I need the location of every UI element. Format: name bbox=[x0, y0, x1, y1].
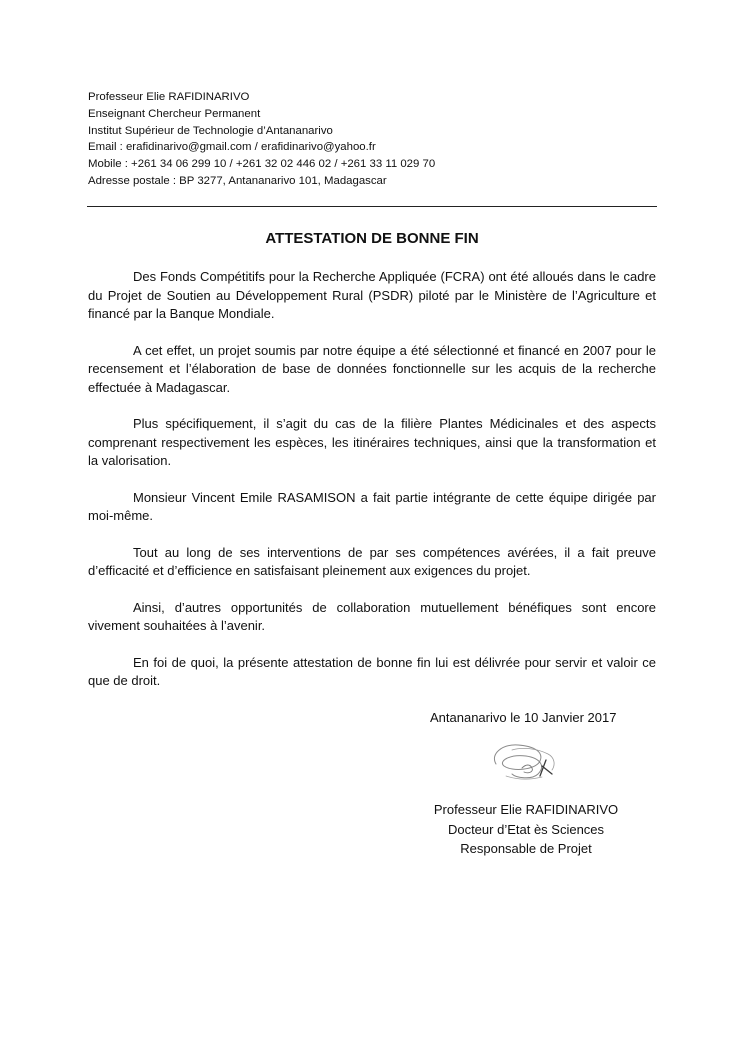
document-title: ATTESTATION DE BONNE FIN bbox=[265, 230, 479, 247]
sender-institution: Institut Supérieur de Technologie d’Antananarivo bbox=[88, 124, 333, 137]
signatory-block bbox=[420, 800, 632, 859]
sender-name: Professeur Elie RAFIDINARIVO bbox=[88, 91, 250, 103]
signatory-name: Professeur Elie RAFIDINARIVO bbox=[433, 802, 619, 817]
paragraph: A cet effet, un projet soumis par notre équipe a été sélectionné et financé en 2007 pour le recensement et l’élaboration de base de données fonctionnelle sur les acquis de la recherche effectuée à Madagascar. bbox=[88, 342, 656, 395]
header-divider bbox=[87, 206, 657, 207]
sender-header bbox=[88, 89, 668, 190]
sender-mobile: Mobile : +261 34 06 299 10 / +261 32 02 446 02 / +261 33 11 029 70 bbox=[88, 158, 436, 171]
handwritten-signature bbox=[482, 730, 582, 786]
paragraph: Des Fonds Compétitifs pour la Recherche Appliquée (FCRA) ont été alloués dans le cadre du Projet de Soutien au Développement Rural (PSDR) piloté par le Ministère de l’Agriculture et financé par la Banque Mondiale. bbox=[88, 269, 656, 321]
paragraph: En foi de quoi, la présente attestation de bonne fin lui est délivrée pour servir et valoir ce que de droit. bbox=[88, 654, 656, 688]
document-body bbox=[88, 268, 656, 709]
signatory-degree: Docteur d’Etat ès Sciences bbox=[447, 821, 605, 837]
sender-email: Email : erafidinarivo@gmail.com / erafidinarivo@yahoo.fr bbox=[88, 141, 376, 154]
paragraph: Tout au long de ses interventions de par ses compétences avérées, il a fait preuve d’efficacité et d’efficience en satisfaisant pleinement aux exigences du projet. bbox=[88, 544, 656, 578]
paragraph: Ainsi, d’autres opportunités de collaboration mutuellement bénéfiques sont encore vivement souhaitées à l’avenir. bbox=[88, 599, 656, 633]
signatory-role: Responsable de Projet bbox=[460, 841, 592, 856]
paragraph: Plus spécifiquement, il s’agit du cas de la filière Plantes Médicinales et des aspects comprenant respectivement les espèces, les itinéraires techniques, ainsi que la transformation et la valorisation. bbox=[88, 416, 656, 468]
sender-postal-address: Adresse postale : BP 3277, Antananarivo 101, Madagascar bbox=[88, 174, 387, 187]
paragraph: Monsieur Vincent Emile RASAMISON a fait partie intégrante de cette équipe dirigée par moi-même. bbox=[88, 489, 656, 523]
place-and-date: Antananarivo le 10 Janvier 2017 bbox=[430, 710, 617, 725]
sender-position: Enseignant Chercheur Permanent bbox=[88, 107, 261, 120]
